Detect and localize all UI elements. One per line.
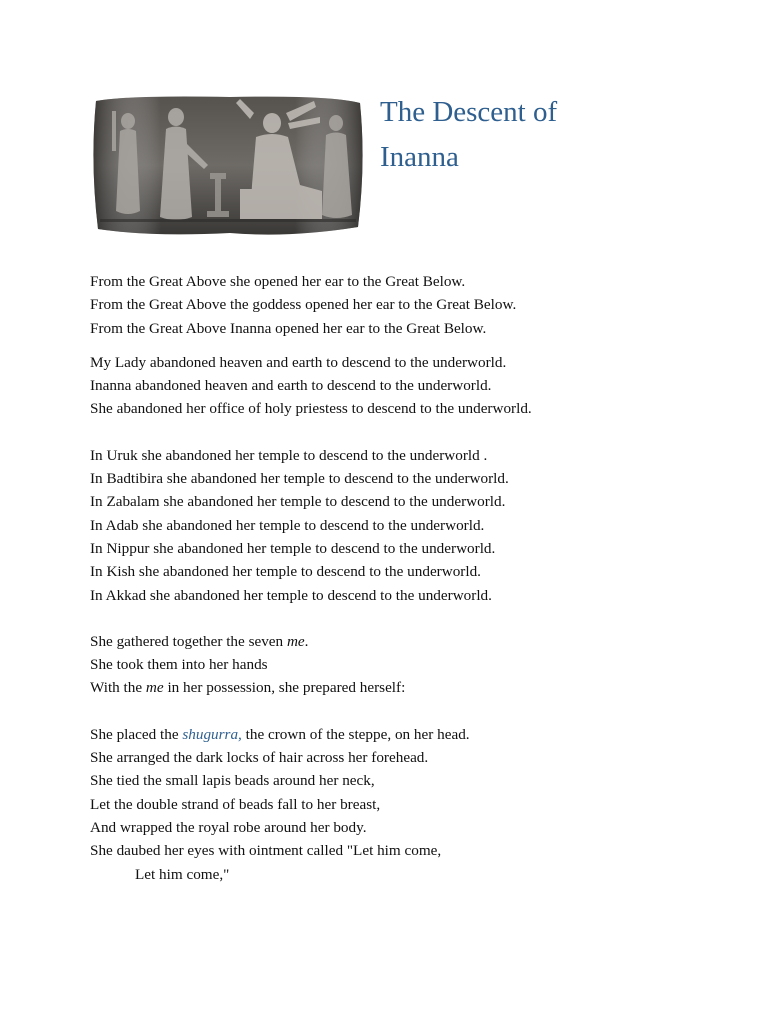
line-text: She gathered together the seven [90,632,287,650]
poem-line: From the Great Above Inanna opened her ear to the Great Below. [90,319,487,337]
italic-term-shugurra: shugurra, [182,725,242,743]
stanza-2 [90,351,730,421]
poem-line: In Zabalam she abandoned her temple to descend to the underworld. [90,493,506,511]
poem-line: In Adab she abandoned her temple to descend to the underworld. [90,516,485,534]
cylinder-seal-image [90,93,366,238]
stanza-5 [90,723,730,886]
poem-line: She abandoned her office of holy priestess to descend to the underworld. [90,400,532,418]
title-line-1: The Descent of [380,96,558,128]
poem-line [90,630,730,653]
line-text: the crown of the steppe, on her head. [241,725,470,743]
poem-line: She daubed her eyes with ointment called "Let him come, [90,842,442,860]
line-text: With the [90,679,146,697]
italic-term-me: me [145,679,164,697]
line-text: in her possession, she prepared herself: [163,679,406,697]
poem-line: In Uruk she abandoned her temple to descend to the underworld . [90,446,488,464]
stanza-3 [90,444,730,607]
poem-line [90,723,730,746]
poem-line: In Akkad she abandoned her temple to descend to the underworld. [90,586,492,604]
poem-line: In Nippur she abandoned her temple to descend to the underworld. [90,539,496,557]
line-text: . [304,632,309,650]
poem-body [90,270,730,886]
title-line-2: Inanna [380,141,459,173]
document-title [380,90,740,180]
poem-line: From the Great Above she opened her ear to the Great Below. [90,273,466,290]
poem-line: My Lady abandoned heaven and earth to descend to the underworld. [90,353,507,371]
poem-line-indented: Let him come," [135,865,230,883]
poem-line: Let the double strand of beads fall to her breast, [90,795,381,813]
poem-line: She tied the small lapis beads around her neck, [90,772,375,790]
stanza-1 [90,270,730,340]
poem-line [90,676,730,699]
poem-line: In Kish she abandoned her temple to descend to the underworld. [90,563,481,581]
line-text: She placed the [90,725,183,743]
poem-line: And wrapped the royal robe around her body. [90,818,367,836]
poem-line: In Badtibira she abandoned her temple to descend to the underworld. [90,470,509,488]
poem-line: From the Great Above the goddess opened her ear to the Great Below. [90,296,517,314]
poem-line: She took them into her hands [90,656,268,674]
poem-line: She arranged the dark locks of hair across her forehead. [90,749,429,767]
italic-term-me: me [286,632,305,650]
stanza-4 [90,630,730,700]
poem-line: Inanna abandoned heaven and earth to descend to the underworld. [90,377,492,395]
